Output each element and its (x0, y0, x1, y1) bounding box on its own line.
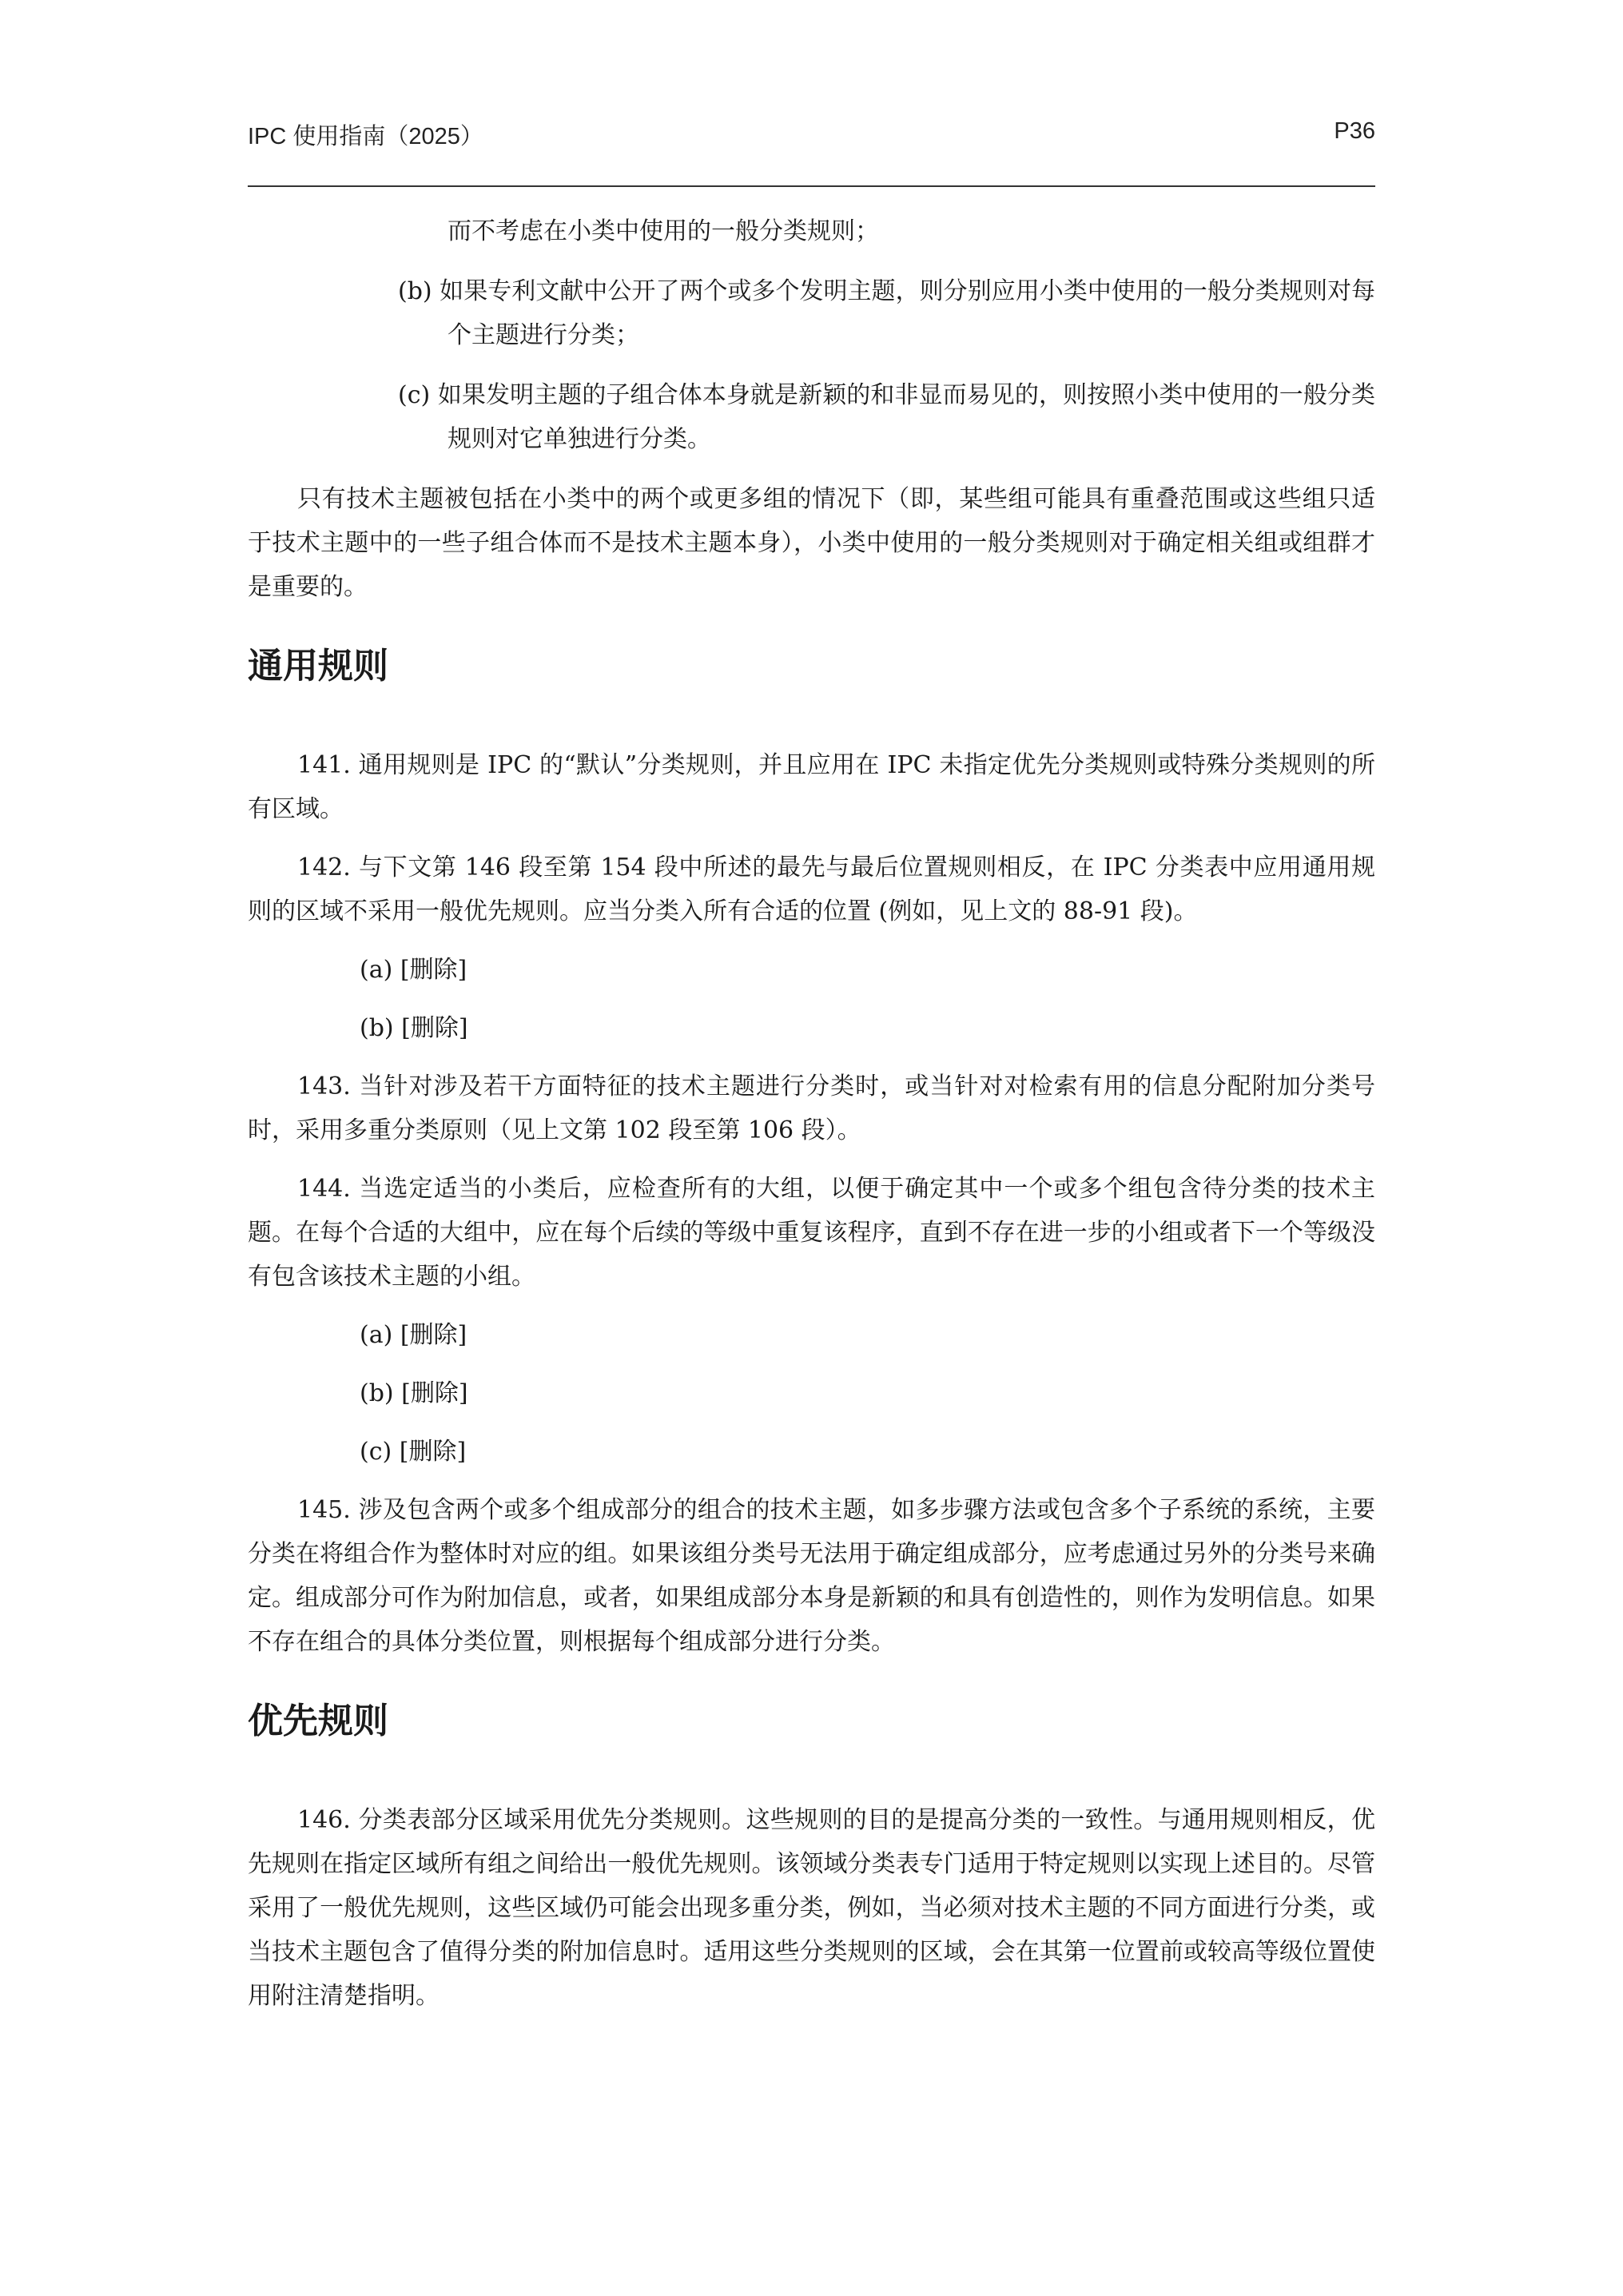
paragraph-142-item-b: (b) [删除] (360, 1014, 468, 1042)
page-header (248, 118, 1375, 152)
paragraph-141: 141. 通用规则是 IPC 的“默认”分类规则，并且应用在 IPC 未指定优先分类规则或特殊分类规则的所有区域。 (248, 751, 1375, 823)
section-heading-priority-rules: 优先规则 (248, 1701, 388, 1741)
list-item-b: (b) 如果专利文献中公开了两个或多个发明主题，则分别应用小类中使用的一般分类规则对每个主题进行分类； (398, 277, 1375, 349)
list-item-c: (c) 如果发明主题的子组合体本身就是新颖的和非显而易见的，则按照小类中使用的一般分类规则对它单独进行分类。 (398, 381, 1375, 453)
header-rule (248, 185, 1375, 187)
paragraph-144-item-b: (b) [删除] (360, 1379, 468, 1407)
paragraph-143: 143. 当针对涉及若干方面特征的技术主题进行分类时，或当针对对检索有用的信息分配附加分类号时，采用多重分类原则（见上文第 102 段至第 106 段）。 (248, 1072, 1375, 1144)
paragraph-144-item-c: (c) [删除] (360, 1438, 467, 1466)
page-number: P36 (1334, 118, 1375, 144)
section-heading-general-rules: 通用规则 (248, 646, 388, 686)
paragraph-general-rules-note: 只有技术主题被包括在小类中的两个或更多组的情况下（即，某些组可能具有重叠范围或这些组只适于技术主题中的一些子组合体而不是技术主题本身），小类中使用的一般分类规则对于确定相关组或组群才是重要的。 (248, 485, 1375, 601)
paragraph-142-item-a: (a) [删除] (360, 956, 467, 984)
paragraph-146: 146. 分类表部分区域采用优先分类规则。这些规则的目的是提高分类的一致性。与通用规则相反，优先规则在指定区域所有组之间给出一般优先规则。该领域分类表专门适用于特定规则以实现上述目的。尽管采用了一般优先规则，这些区域仍可能会出现多重分类，例如，当必须对技术主题的不同方面进行分类，或当技术主题包含了值得分类的附加信息时。适用这些分类规则的区域，会在其第一位置前或较高等级位置使用附注清楚指明。 (248, 1806, 1375, 2010)
paragraph-145: 145. 涉及包含两个或多个组成部分的组合的技术主题，如多步骤方法或包含多个子系统的系统，主要分类在将组合作为整体时对应的组。如果该组分类号无法用于确定组成部分，应考虑通过另外的分类号来确定。组成部分可作为附加信息，或者，如果组成部分本身是新颖的和具有创造性的，则作为发明信息。如果不存在组合的具体分类位置，则根据每个组成部分进行分类。 (248, 1496, 1375, 1656)
paragraph-144: 144. 当选定适当的小类后，应检查所有的大组，以便于确定其中一个或多个组包含待分类的技术主题。在每个合适的大组中，应在每个后续的等级中重复该程序，直到不存在进一步的小组或者下一个等级没有包含该技术主题的小组。 (248, 1175, 1375, 1291)
paragraph-142: 142. 与下文第 146 段至第 154 段中所述的最先与最后位置规则相反，在 IPC 分类表中应用通用规则的区域不采用一般优先规则。应当分类入所有合适的位置 (例如，见上文的 88-91 段)。 (248, 854, 1375, 925)
paragraph-144-item-a: (a) [删除] (360, 1321, 467, 1349)
continuation-line: 而不考虑在小类中使用的一般分类规则； (448, 217, 879, 245)
header-title: IPC 使用指南（2025） (248, 124, 483, 149)
page-content (248, 209, 1375, 2032)
